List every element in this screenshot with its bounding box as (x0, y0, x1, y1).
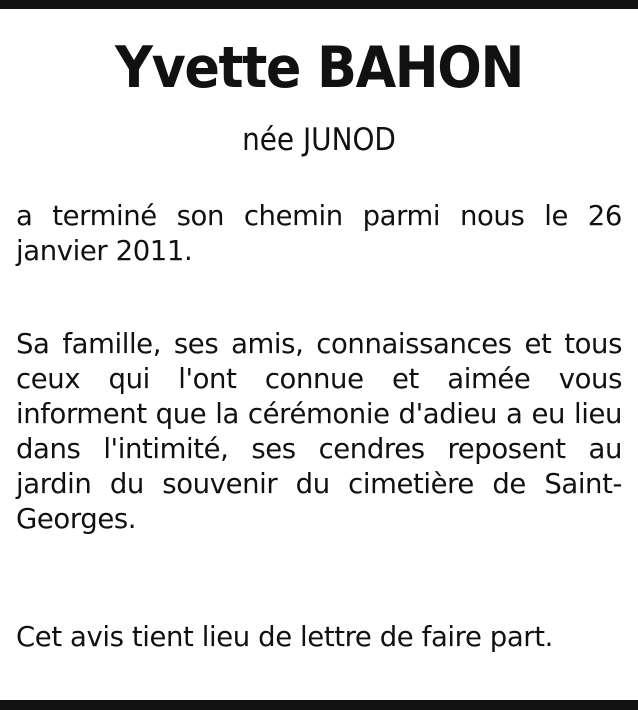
notice-paragraph-death: a terminé son chemin parmi nous le 26 janvier 2011. (16, 200, 622, 267)
top-border-rule (0, 0, 638, 9)
deceased-name: Yvette BAHON (114, 35, 524, 101)
notice-paragraph-closing: Cet avis tient lieu de lettre de faire part. (16, 621, 553, 653)
maiden-name: née JUNOD (242, 122, 396, 158)
notice-paragraph-family: Sa famille, ses amis, connaissances et tous ceux qui l'ont connue et aimée vous informent que la cérémonie d'adieu a eu lieu dans l'intimité, ses cendres reposent au jardin du souvenir du cimetière de Saint-Georges. (16, 328, 622, 535)
bottom-border-rule (0, 700, 638, 710)
